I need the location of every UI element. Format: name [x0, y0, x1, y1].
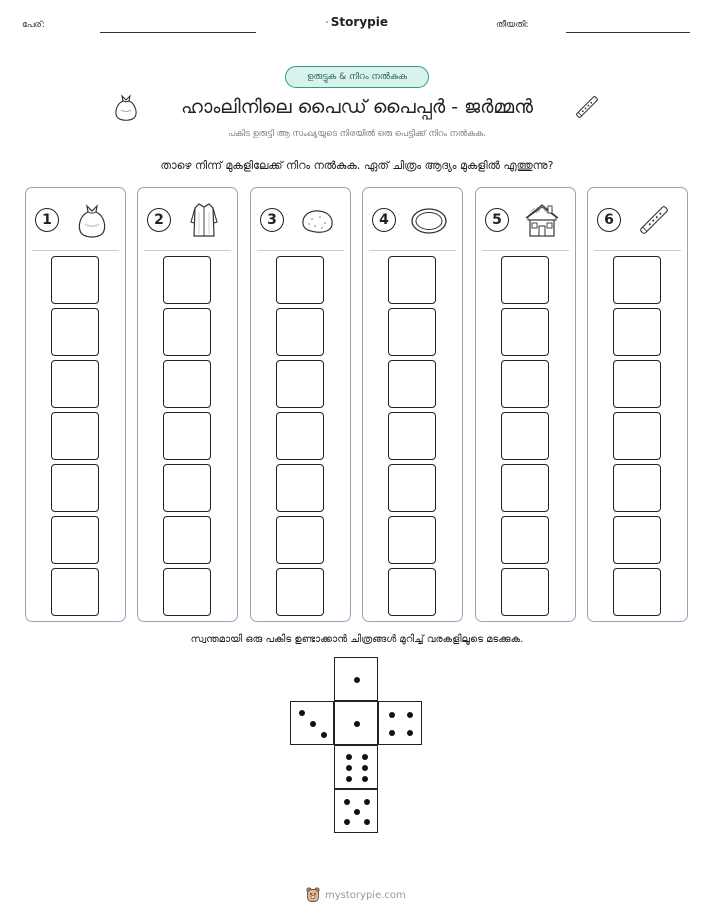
color-box[interactable]	[613, 256, 661, 304]
color-box[interactable]	[51, 412, 99, 460]
color-box[interactable]	[613, 516, 661, 564]
color-box[interactable]	[501, 360, 549, 408]
bear-icon	[306, 887, 320, 903]
die-face-3	[290, 701, 334, 745]
die-pip	[407, 712, 413, 718]
coin-icon	[409, 200, 449, 240]
color-box[interactable]	[276, 360, 324, 408]
column-number: 3	[260, 208, 284, 232]
page-title: ഹാംലിനിലെ പൈഡ് പൈപ്പർ - ജർമ്മൻ	[180, 96, 534, 118]
column-number: 6	[597, 208, 621, 232]
color-box[interactable]	[163, 360, 211, 408]
die-pip	[354, 721, 360, 727]
column-number: 4	[372, 208, 396, 232]
flute-icon	[634, 200, 674, 240]
color-box[interactable]	[163, 256, 211, 304]
column-divider	[369, 250, 456, 251]
name-line[interactable]	[100, 32, 256, 33]
color-box[interactable]	[613, 464, 661, 512]
coloring-instruction: താഴെ നിന്ന് മുകളിലേക്ക് നിറം നൽകുക. ഏത് ചിത്രം ആദ്യം മുകളിൽ എത്തുന്നു?	[160, 159, 554, 172]
column-number: 1	[35, 208, 59, 232]
color-box[interactable]	[501, 464, 549, 512]
die-pip	[354, 809, 360, 815]
house-icon	[522, 200, 562, 240]
color-box[interactable]	[388, 464, 436, 512]
die-pip	[344, 819, 350, 825]
column-divider	[32, 250, 119, 251]
color-box[interactable]	[613, 308, 661, 356]
die-pip	[321, 732, 327, 738]
die-pip	[346, 765, 352, 771]
die-pip	[389, 712, 395, 718]
color-box[interactable]	[163, 464, 211, 512]
bear-icon	[326, 14, 328, 30]
die-pip	[364, 819, 370, 825]
color-box[interactable]	[51, 256, 99, 304]
color-box[interactable]	[388, 412, 436, 460]
sack-icon	[72, 200, 112, 240]
color-box[interactable]	[388, 360, 436, 408]
color-box[interactable]	[613, 412, 661, 460]
column-divider	[144, 250, 231, 251]
die-pip	[362, 754, 368, 760]
die-pip	[389, 730, 395, 736]
color-box[interactable]	[388, 568, 436, 616]
name-label: പേര്:	[22, 20, 45, 30]
die-pip	[354, 677, 360, 683]
color-box[interactable]	[276, 256, 324, 304]
die-pip	[344, 799, 350, 805]
die-face-1	[334, 701, 378, 745]
color-box[interactable]	[501, 412, 549, 460]
column-number: 2	[147, 208, 171, 232]
color-box[interactable]	[388, 516, 436, 564]
stone-icon	[297, 200, 337, 240]
activity-badge: ഉരുട്ടുക & നിറം നൽകുക	[285, 66, 429, 88]
brand-name: Storypie	[330, 15, 388, 29]
column-number: 5	[485, 208, 509, 232]
color-box[interactable]	[51, 516, 99, 564]
column-divider	[257, 250, 344, 251]
die-pip	[346, 776, 352, 782]
color-box[interactable]	[163, 516, 211, 564]
die-pip	[362, 776, 368, 782]
color-box[interactable]	[51, 308, 99, 356]
robe-icon	[184, 200, 224, 240]
color-box[interactable]	[501, 516, 549, 564]
date-line[interactable]	[566, 32, 690, 33]
date-label: തീയതി:	[496, 20, 529, 30]
color-box[interactable]	[51, 360, 99, 408]
color-box[interactable]	[501, 308, 549, 356]
column-5	[475, 187, 576, 622]
die-face-1	[334, 657, 378, 701]
color-box[interactable]	[51, 464, 99, 512]
brand-logo	[326, 12, 388, 32]
flute-icon	[572, 92, 602, 122]
color-box[interactable]	[613, 360, 661, 408]
color-box[interactable]	[163, 412, 211, 460]
die-face-4	[378, 701, 422, 745]
color-box[interactable]	[51, 568, 99, 616]
color-box[interactable]	[276, 464, 324, 512]
die-face-5	[334, 789, 378, 833]
footer-url[interactable]: mystorypie.com	[325, 889, 406, 901]
color-box[interactable]	[276, 516, 324, 564]
column-4	[362, 187, 463, 622]
page-subtitle: പകിട ഉരുട്ടി ആ സംഖ്യയുടെ നിരയിൽ ഒരു പെട്ടിക്ക് നിറം നൽകുക.	[228, 129, 486, 139]
column-divider	[482, 250, 569, 251]
color-box[interactable]	[388, 308, 436, 356]
die-pip	[346, 754, 352, 760]
color-box[interactable]	[276, 412, 324, 460]
color-box[interactable]	[501, 256, 549, 304]
color-box[interactable]	[613, 568, 661, 616]
column-1	[25, 187, 126, 622]
sack-icon	[112, 92, 140, 122]
column-divider	[594, 250, 681, 251]
color-box[interactable]	[501, 568, 549, 616]
die-face-6	[334, 745, 378, 789]
color-box[interactable]	[276, 308, 324, 356]
color-box[interactable]	[163, 568, 211, 616]
color-box[interactable]	[388, 256, 436, 304]
column-2	[137, 187, 238, 622]
color-box[interactable]	[276, 568, 324, 616]
die-pip	[299, 710, 305, 716]
die-pip	[310, 721, 316, 727]
column-3	[250, 187, 351, 622]
column-6	[587, 187, 688, 622]
color-box[interactable]	[163, 308, 211, 356]
die-pip	[364, 799, 370, 805]
die-pip	[362, 765, 368, 771]
die-pip	[407, 730, 413, 736]
footer	[306, 885, 416, 905]
die-instruction: സ്വന്തമായി ഒരു പകിട ഉണ്ടാക്കാൻ ചിത്രങ്ങൾ മുറിച്ച് വരകളിലൂടെ മടക്കുക.	[190, 634, 524, 645]
